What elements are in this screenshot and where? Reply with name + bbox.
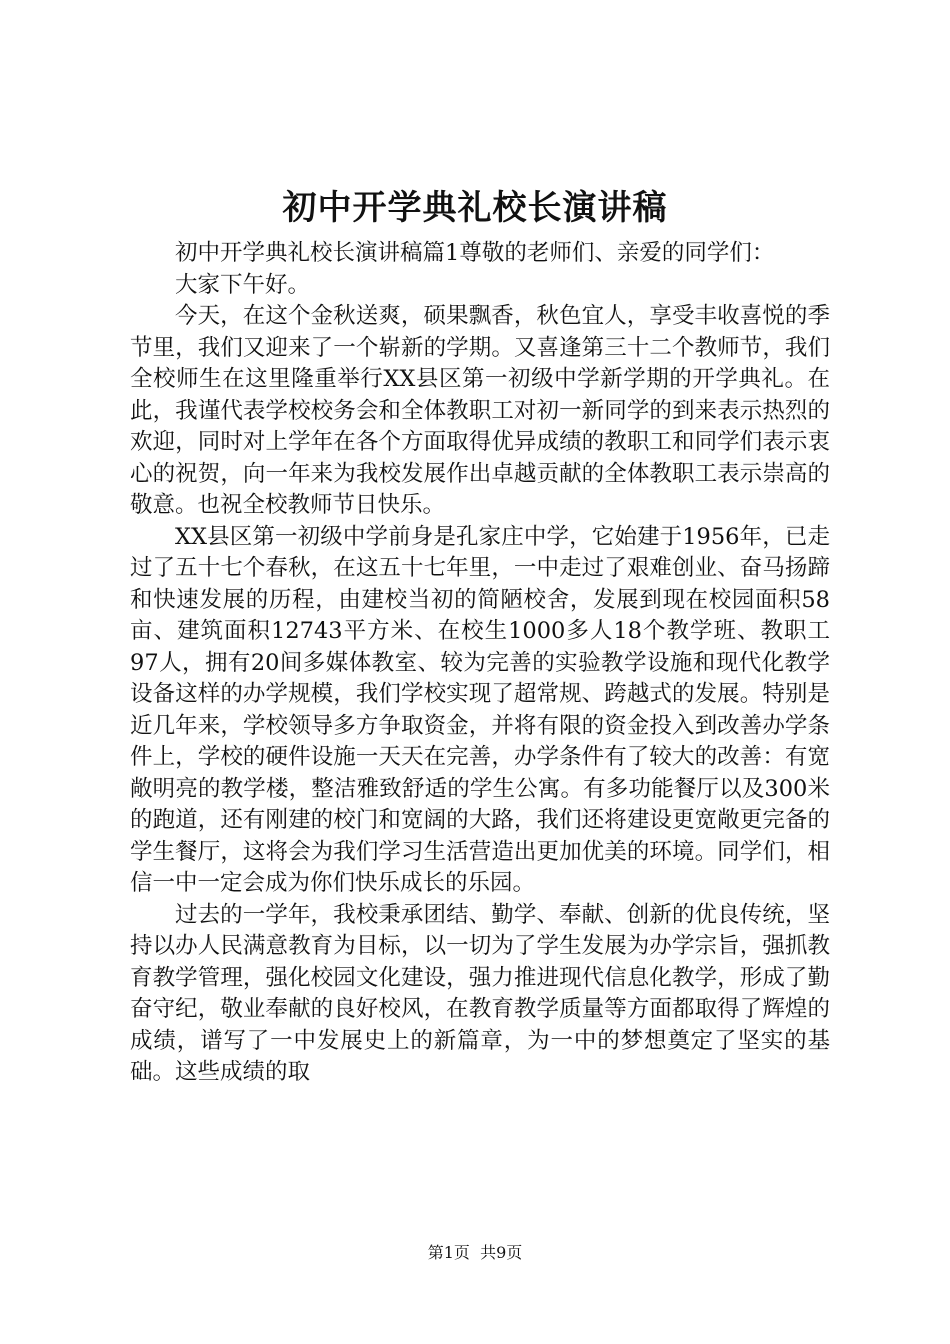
body-paragraph-1: 今天，在这个金秋送爽，硕果飘香，秋色宜人，享受丰收喜悦的季节里，我们又迎来了一个崭新的学期。又喜逢第三十二个教师节，我们全校师生在这里隆重举行XX县区第一初级中学新学期的开学典礼。在此，我谨代表学校校务会和全体教职工对初一新同学的到来表示热烈的欢迎，同时对上学年在各个方面取得优异成绩的教职工和同学们表示衷心的祝贺，向一年来为我校发展作出卓越贡献的全体教职工表示崇高的敬意。也祝全校教师节日快乐。 [130, 303, 830, 518]
opening-paragraph: 初中开学典礼校长演讲稿篇1尊敬的老师们、亲爱的同学们： [175, 240, 775, 266]
body-paragraph-3: 过去的一学年，我校秉承团结、勤学、奉献、创新的优良传统，坚持以办人民满意教育为目标，以一切为了学生发展为办学宗旨，强抓教育教学管理，强化校园文化建设，强力推进现代信息化教学，形成了勤奋守纪，敬业奉献的良好校风，在教育教学质量等方面都取得了辉煌的成绩，谱写了一中发展史上的新篇章，为一中的梦想奠定了坚实的基础。这些成绩的取 [130, 901, 830, 1085]
body-paragraph-2: XX县区第一初级中学前身是孔家庄中学，它始建于1956年，已走过了五十七个春秋，在这五十七年里，一中走过了艰难创业、奋马扬蹄和快速发展的历程，由建校当初的简陋校舍，发展到现在校园面积58亩、建筑面积12743平方米、在校生1000多人18个教学班、教职工97人，拥有20间多媒体教室、较为完善的实验教学设施和现代化教学设备这样的办学规模，我们学校实现了超常规、跨越式的发展。特别是近几年来，学校领导多方争取资金，并将有限的资金投入到改善办学条件上，学校的硬件设施一天天在完善，办学条件有了较大的改善：有宽敞明亮的教学楼，整洁雅致舒适的学生公寓。有多功能餐厅以及300米的跑道，还有刚建的校门和宽阔的大路，我们还将建设更宽敞更完备的学生餐厅，这将会为我们学习生活营造出更加优美的环境。同学们，相信一中一定会成为你们快乐成长的乐园。 [130, 523, 830, 896]
page-footer [0, 1243, 950, 1263]
document-body [130, 238, 830, 1089]
greeting-paragraph: 大家下午好。 [175, 271, 311, 298]
document-title: 初中开学典礼校长演讲稿 [282, 188, 668, 228]
page-number-label: 第1页 共9页 [427, 1243, 523, 1262]
